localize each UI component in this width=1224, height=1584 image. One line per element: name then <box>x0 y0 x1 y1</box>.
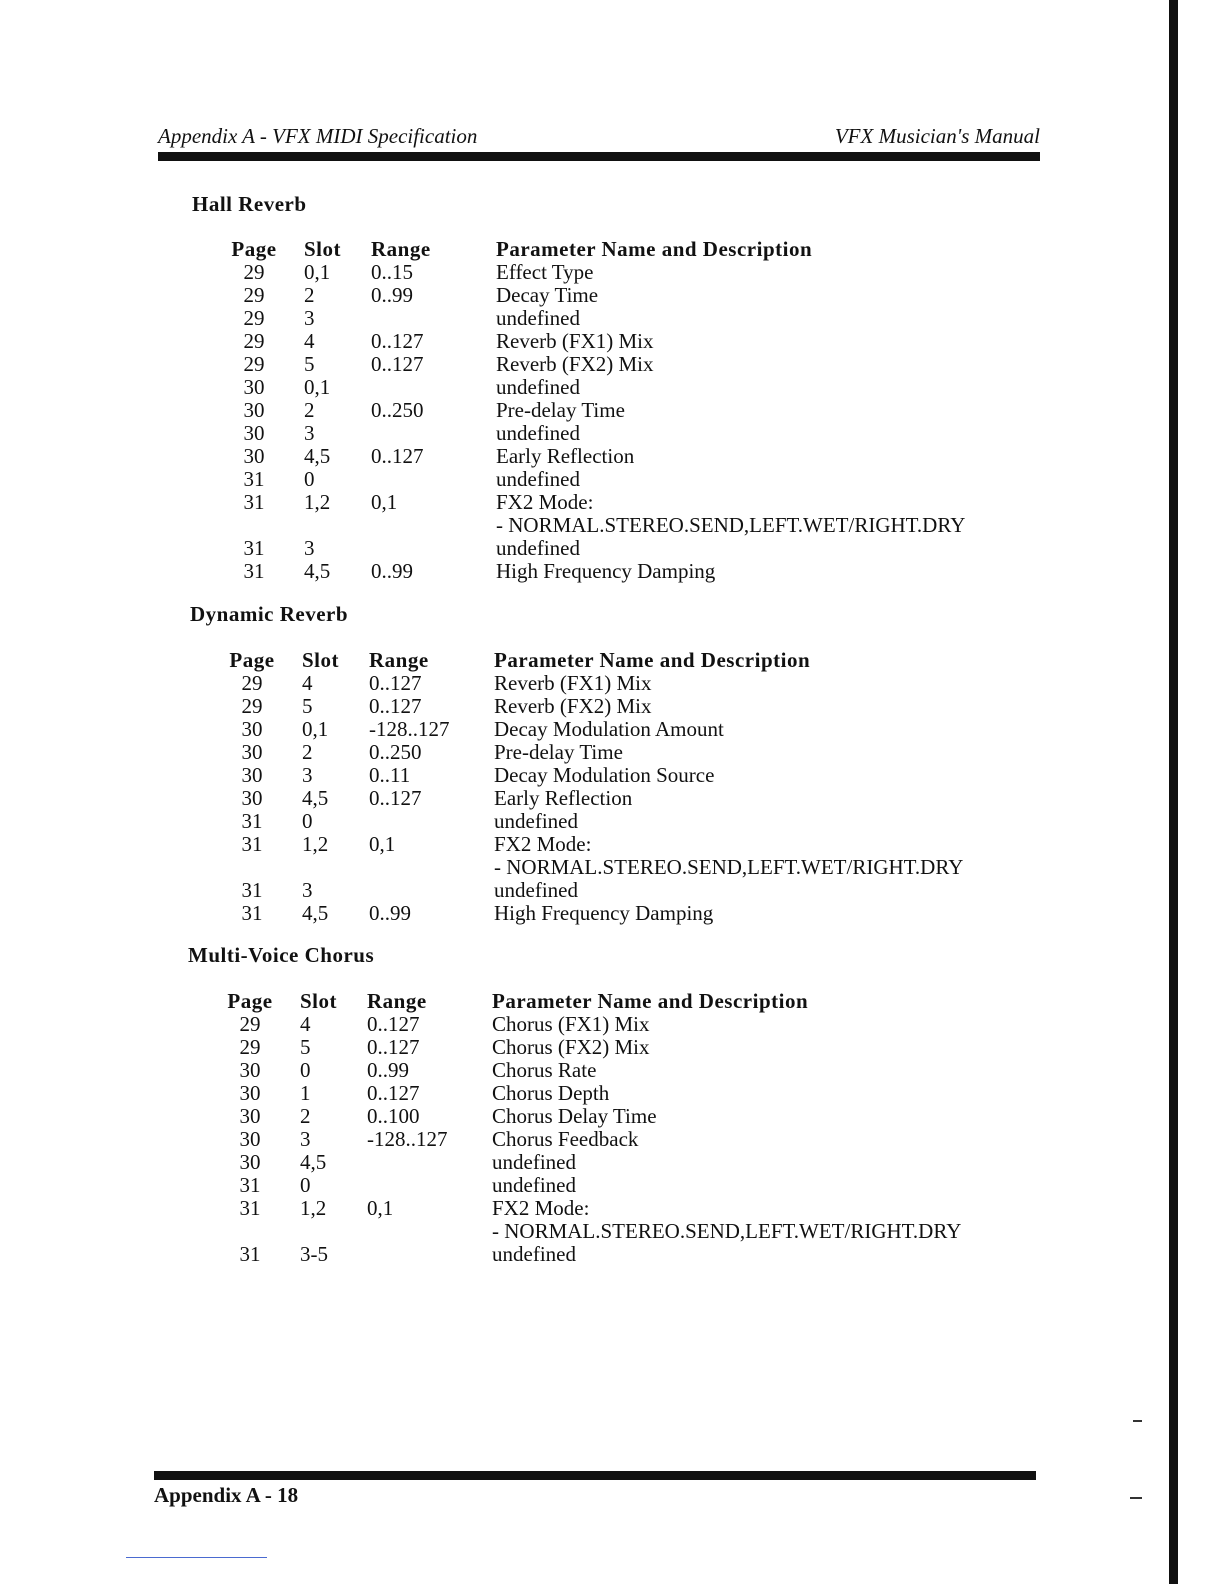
cell-param: Early Reflection <box>496 444 635 468</box>
cell-param: undefined <box>496 467 580 491</box>
cell-param: Pre-delay Time <box>494 740 623 764</box>
page-number-footer: Appendix A - 18 <box>154 1483 299 1507</box>
cell-param: - NORMAL.STEREO.SEND,LEFT.WET/RIGHT.DRY <box>494 855 964 879</box>
cell-page: 31 <box>239 1173 261 1197</box>
column-header-range: Range <box>367 989 427 1013</box>
cell-param: undefined <box>496 536 580 560</box>
cell-range: 0..99 <box>367 1058 409 1082</box>
cell-slot: 4,5 <box>304 559 331 583</box>
cell-param: undefined <box>494 878 578 902</box>
cell-param: Chorus Depth <box>492 1081 610 1105</box>
cell-range: 0..127 <box>367 1081 420 1105</box>
cell-page: 31 <box>241 878 263 902</box>
cell-range: 0..250 <box>371 398 424 422</box>
cell-page: 31 <box>239 1242 261 1266</box>
column-header-page: Page <box>229 648 275 672</box>
cell-page: 30 <box>241 740 263 764</box>
cell-page: 30 <box>239 1104 261 1128</box>
cell-slot: 4,5 <box>300 1150 327 1174</box>
cell-page: 31 <box>241 901 263 925</box>
column-header-range: Range <box>371 237 431 261</box>
cell-slot: 4,5 <box>302 901 329 925</box>
section-title-hall-reverb: Hall Reverb <box>192 192 307 216</box>
cell-slot: 3 <box>302 763 313 787</box>
footer-rule <box>154 1471 1036 1480</box>
cell-page: 30 <box>243 421 265 445</box>
cell-param: Chorus Feedback <box>492 1127 639 1151</box>
cell-slot: 0 <box>300 1173 311 1197</box>
cell-range: 0..11 <box>369 763 411 787</box>
cell-slot: 0,1 <box>302 717 329 741</box>
cell-range: 0,1 <box>369 832 396 856</box>
cell-page: 30 <box>241 763 263 787</box>
scan-artifact-line <box>126 1557 267 1558</box>
cell-param: FX2 Mode: <box>496 490 594 514</box>
cell-param: undefined <box>494 809 578 833</box>
cell-range: -128..127 <box>367 1127 448 1151</box>
cell-slot: 2 <box>302 740 313 764</box>
cell-slot: 3 <box>304 421 315 445</box>
cell-param: High Frequency Damping <box>496 559 716 583</box>
cell-slot: 3 <box>300 1127 311 1151</box>
cell-page: 29 <box>243 352 265 376</box>
column-header-page: Page <box>231 237 277 261</box>
cell-slot: 2 <box>304 398 315 422</box>
cell-range: 0..15 <box>371 260 413 284</box>
cell-param: undefined <box>492 1150 576 1174</box>
section-title-multi-voice-chorus: Multi-Voice Chorus <box>188 943 375 967</box>
cell-param: undefined <box>496 421 580 445</box>
column-header-page: Page <box>227 989 273 1013</box>
cell-slot: 2 <box>300 1104 311 1128</box>
cell-slot: 1 <box>300 1081 311 1105</box>
cell-range: 0..127 <box>369 671 422 695</box>
cell-param: undefined <box>496 306 580 330</box>
cell-param: Reverb (FX2) Mix <box>494 694 652 718</box>
cell-param: Decay Modulation Source <box>494 763 715 787</box>
cell-range: 0..127 <box>371 329 424 353</box>
scan-mark <box>1130 1497 1142 1499</box>
cell-page: 30 <box>243 398 265 422</box>
cell-slot: 3 <box>304 536 315 560</box>
cell-range: 0..127 <box>369 786 422 810</box>
running-header <box>158 124 1040 152</box>
cell-slot: 5 <box>300 1035 311 1059</box>
header-manual-title: VFX Musician's Manual <box>834 124 1040 148</box>
cell-param: Chorus (FX2) Mix <box>492 1035 650 1059</box>
cell-range: 0..127 <box>371 444 424 468</box>
cell-page: 29 <box>241 694 263 718</box>
cell-param: Reverb (FX1) Mix <box>496 329 654 353</box>
cell-page: 31 <box>243 559 265 583</box>
cell-slot: 5 <box>304 352 315 376</box>
cell-page: 30 <box>241 717 263 741</box>
cell-slot: 5 <box>302 694 313 718</box>
cell-page: 31 <box>243 536 265 560</box>
column-header-range: Range <box>369 648 429 672</box>
column-header-param: Parameter Name and Description <box>492 989 809 1013</box>
cell-param: Chorus (FX1) Mix <box>492 1012 650 1036</box>
cell-param: High Frequency Damping <box>494 901 714 925</box>
section-title-dynamic-reverb: Dynamic Reverb <box>190 602 349 626</box>
cell-param: undefined <box>492 1173 576 1197</box>
cell-slot: 0 <box>304 467 315 491</box>
cell-range: 0,1 <box>371 490 398 514</box>
cell-page: 30 <box>239 1127 261 1151</box>
cell-slot: 1,2 <box>300 1196 327 1220</box>
cell-page: 29 <box>239 1012 261 1036</box>
cell-slot: 0 <box>300 1058 311 1082</box>
cell-slot: 3 <box>302 878 313 902</box>
cell-range: 0..99 <box>371 559 413 583</box>
cell-page: 29 <box>239 1035 261 1059</box>
cell-slot: 4,5 <box>304 444 331 468</box>
cell-slot: 4 <box>302 671 313 695</box>
cell-page: 30 <box>243 444 265 468</box>
cell-slot: 0 <box>302 809 313 833</box>
cell-slot: 1,2 <box>304 490 331 514</box>
cell-page: 30 <box>243 375 265 399</box>
column-header-param: Parameter Name and Description <box>496 237 813 261</box>
cell-slot: 0,1 <box>304 375 331 399</box>
cell-slot: 0,1 <box>304 260 331 284</box>
cell-param: Early Reflection <box>494 786 633 810</box>
cell-param: Reverb (FX1) Mix <box>494 671 652 695</box>
cell-page: 31 <box>243 490 265 514</box>
cell-page: 30 <box>241 786 263 810</box>
cell-page: 29 <box>243 283 265 307</box>
cell-page: 30 <box>239 1150 261 1174</box>
cell-slot: 3 <box>304 306 315 330</box>
cell-page: 29 <box>243 306 265 330</box>
cell-range: 0..99 <box>369 901 411 925</box>
cell-param: Pre-delay Time <box>496 398 625 422</box>
cell-page: 31 <box>241 809 263 833</box>
header-rule <box>158 152 1040 161</box>
cell-param: FX2 Mode: <box>494 832 592 856</box>
cell-range: 0..127 <box>367 1012 420 1036</box>
cell-slot: 4 <box>304 329 315 353</box>
cell-param: - NORMAL.STEREO.SEND,LEFT.WET/RIGHT.DRY <box>492 1219 962 1243</box>
cell-param: undefined <box>492 1242 576 1266</box>
column-header-param: Parameter Name and Description <box>494 648 811 672</box>
cell-slot: 4 <box>300 1012 311 1036</box>
cell-slot: 2 <box>304 283 315 307</box>
page-edge-bar <box>1169 0 1178 1584</box>
cell-page: 30 <box>239 1081 261 1105</box>
cell-slot: 3-5 <box>300 1242 328 1266</box>
column-header-slot: Slot <box>304 237 342 261</box>
cell-range: 0..127 <box>369 694 422 718</box>
header-chapter: Appendix A - VFX MIDI Specification <box>158 124 478 148</box>
column-header-slot: Slot <box>300 989 338 1013</box>
cell-param: undefined <box>496 375 580 399</box>
cell-page: 30 <box>239 1058 261 1082</box>
cell-param: Chorus Delay Time <box>492 1104 657 1128</box>
cell-param: Decay Time <box>496 283 599 307</box>
cell-param: FX2 Mode: <box>492 1196 590 1220</box>
cell-range: 0..250 <box>369 740 422 764</box>
column-header-slot: Slot <box>302 648 340 672</box>
cell-page: 29 <box>243 329 265 353</box>
cell-param: Effect Type <box>496 260 594 284</box>
cell-slot: 1,2 <box>302 832 329 856</box>
cell-param: Reverb (FX2) Mix <box>496 352 654 376</box>
cell-page: 31 <box>239 1196 261 1220</box>
cell-page: 29 <box>243 260 265 284</box>
cell-page: 31 <box>241 832 263 856</box>
cell-range: 0,1 <box>367 1196 394 1220</box>
scan-mark <box>1133 1420 1142 1422</box>
cell-page: 29 <box>241 671 263 695</box>
cell-param: Decay Modulation Amount <box>494 717 724 741</box>
cell-slot: 4,5 <box>302 786 329 810</box>
cell-range: 0..127 <box>367 1035 420 1059</box>
cell-param: - NORMAL.STEREO.SEND,LEFT.WET/RIGHT.DRY <box>496 513 966 537</box>
cell-range: -128..127 <box>369 717 450 741</box>
cell-range: 0..99 <box>371 283 413 307</box>
cell-page: 31 <box>243 467 265 491</box>
cell-param: Chorus Rate <box>492 1058 597 1082</box>
cell-range: 0..127 <box>371 352 424 376</box>
cell-range: 0..100 <box>367 1104 420 1128</box>
